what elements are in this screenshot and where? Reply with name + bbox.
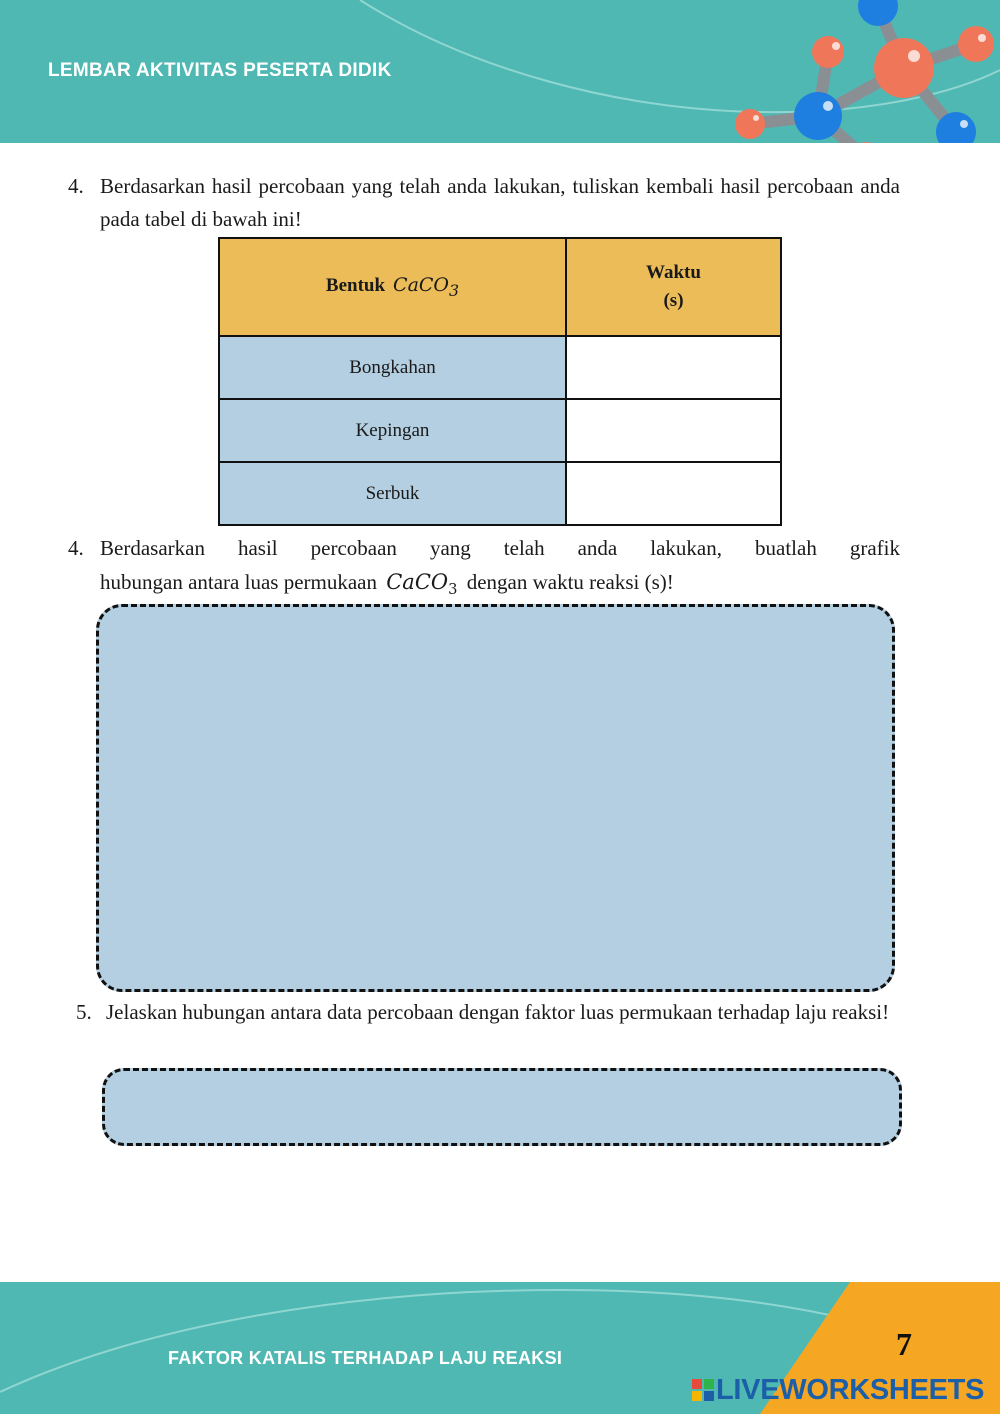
table-row	[219, 399, 781, 462]
header-formula: CaCO$_3$	[393, 274, 460, 300]
question-number: 4.	[68, 536, 84, 560]
time-input-cell[interactable]	[566, 336, 781, 399]
question-text: Jelaskan hubungan antara data percobaan dengan faktor luas permukaan terhadap laju reaksi!	[106, 1000, 890, 1024]
results-table	[218, 237, 782, 526]
logo-live-text: LIVE	[716, 1373, 780, 1406]
question-text: Berdasarkan hasil percobaan yang telah anda lakukan, tuliskan kembali hasil percobaan anda pada tabel di bawah ini!	[100, 174, 900, 231]
page-header	[0, 0, 1000, 143]
header-time-label: Waktu	[646, 262, 701, 283]
logo-worksheets-text: WORKSHEETS	[779, 1373, 985, 1406]
page-number: 7	[896, 1326, 912, 1362]
liveworksheets-logo[interactable]	[692, 1372, 984, 1408]
table-row	[219, 336, 781, 399]
question-number: 5.	[76, 1000, 92, 1024]
liveworksheets-icon	[692, 1379, 714, 1401]
header-time-unit: (s)	[663, 290, 684, 311]
formula: CaCO$_3$	[386, 570, 458, 599]
table-header-shape	[219, 238, 566, 336]
explanation-answer-box[interactable]	[102, 1068, 902, 1146]
question-text-line1: Berdasarkan hasil percobaan yang telah anda lakukan, buatlah grafik	[100, 536, 900, 560]
question-text-line2: hubungan antara luas permukaan CaCO$_3$ dengan waktu reaksi (s)!	[100, 570, 674, 599]
time-input-cell[interactable]	[566, 462, 781, 525]
graph-answer-box[interactable]	[96, 604, 895, 992]
row-label: Kepingan	[219, 399, 566, 462]
table-header-row	[219, 238, 781, 336]
molecule-icon	[720, 0, 1000, 143]
table-header-time	[566, 238, 781, 336]
time-input-cell[interactable]	[566, 399, 781, 462]
header-shape-label: Bentuk	[325, 275, 386, 297]
question-number: 4.	[68, 174, 84, 198]
row-label: Serbuk	[219, 462, 566, 525]
header-title: LEMBAR AKTIVITAS PESERTA DIDIK	[48, 60, 392, 81]
row-label: Bongkahan	[219, 336, 566, 399]
table-row	[219, 462, 781, 525]
footer-title: FAKTOR KATALIS TERHADAP LAJU REAKSI	[168, 1348, 563, 1368]
